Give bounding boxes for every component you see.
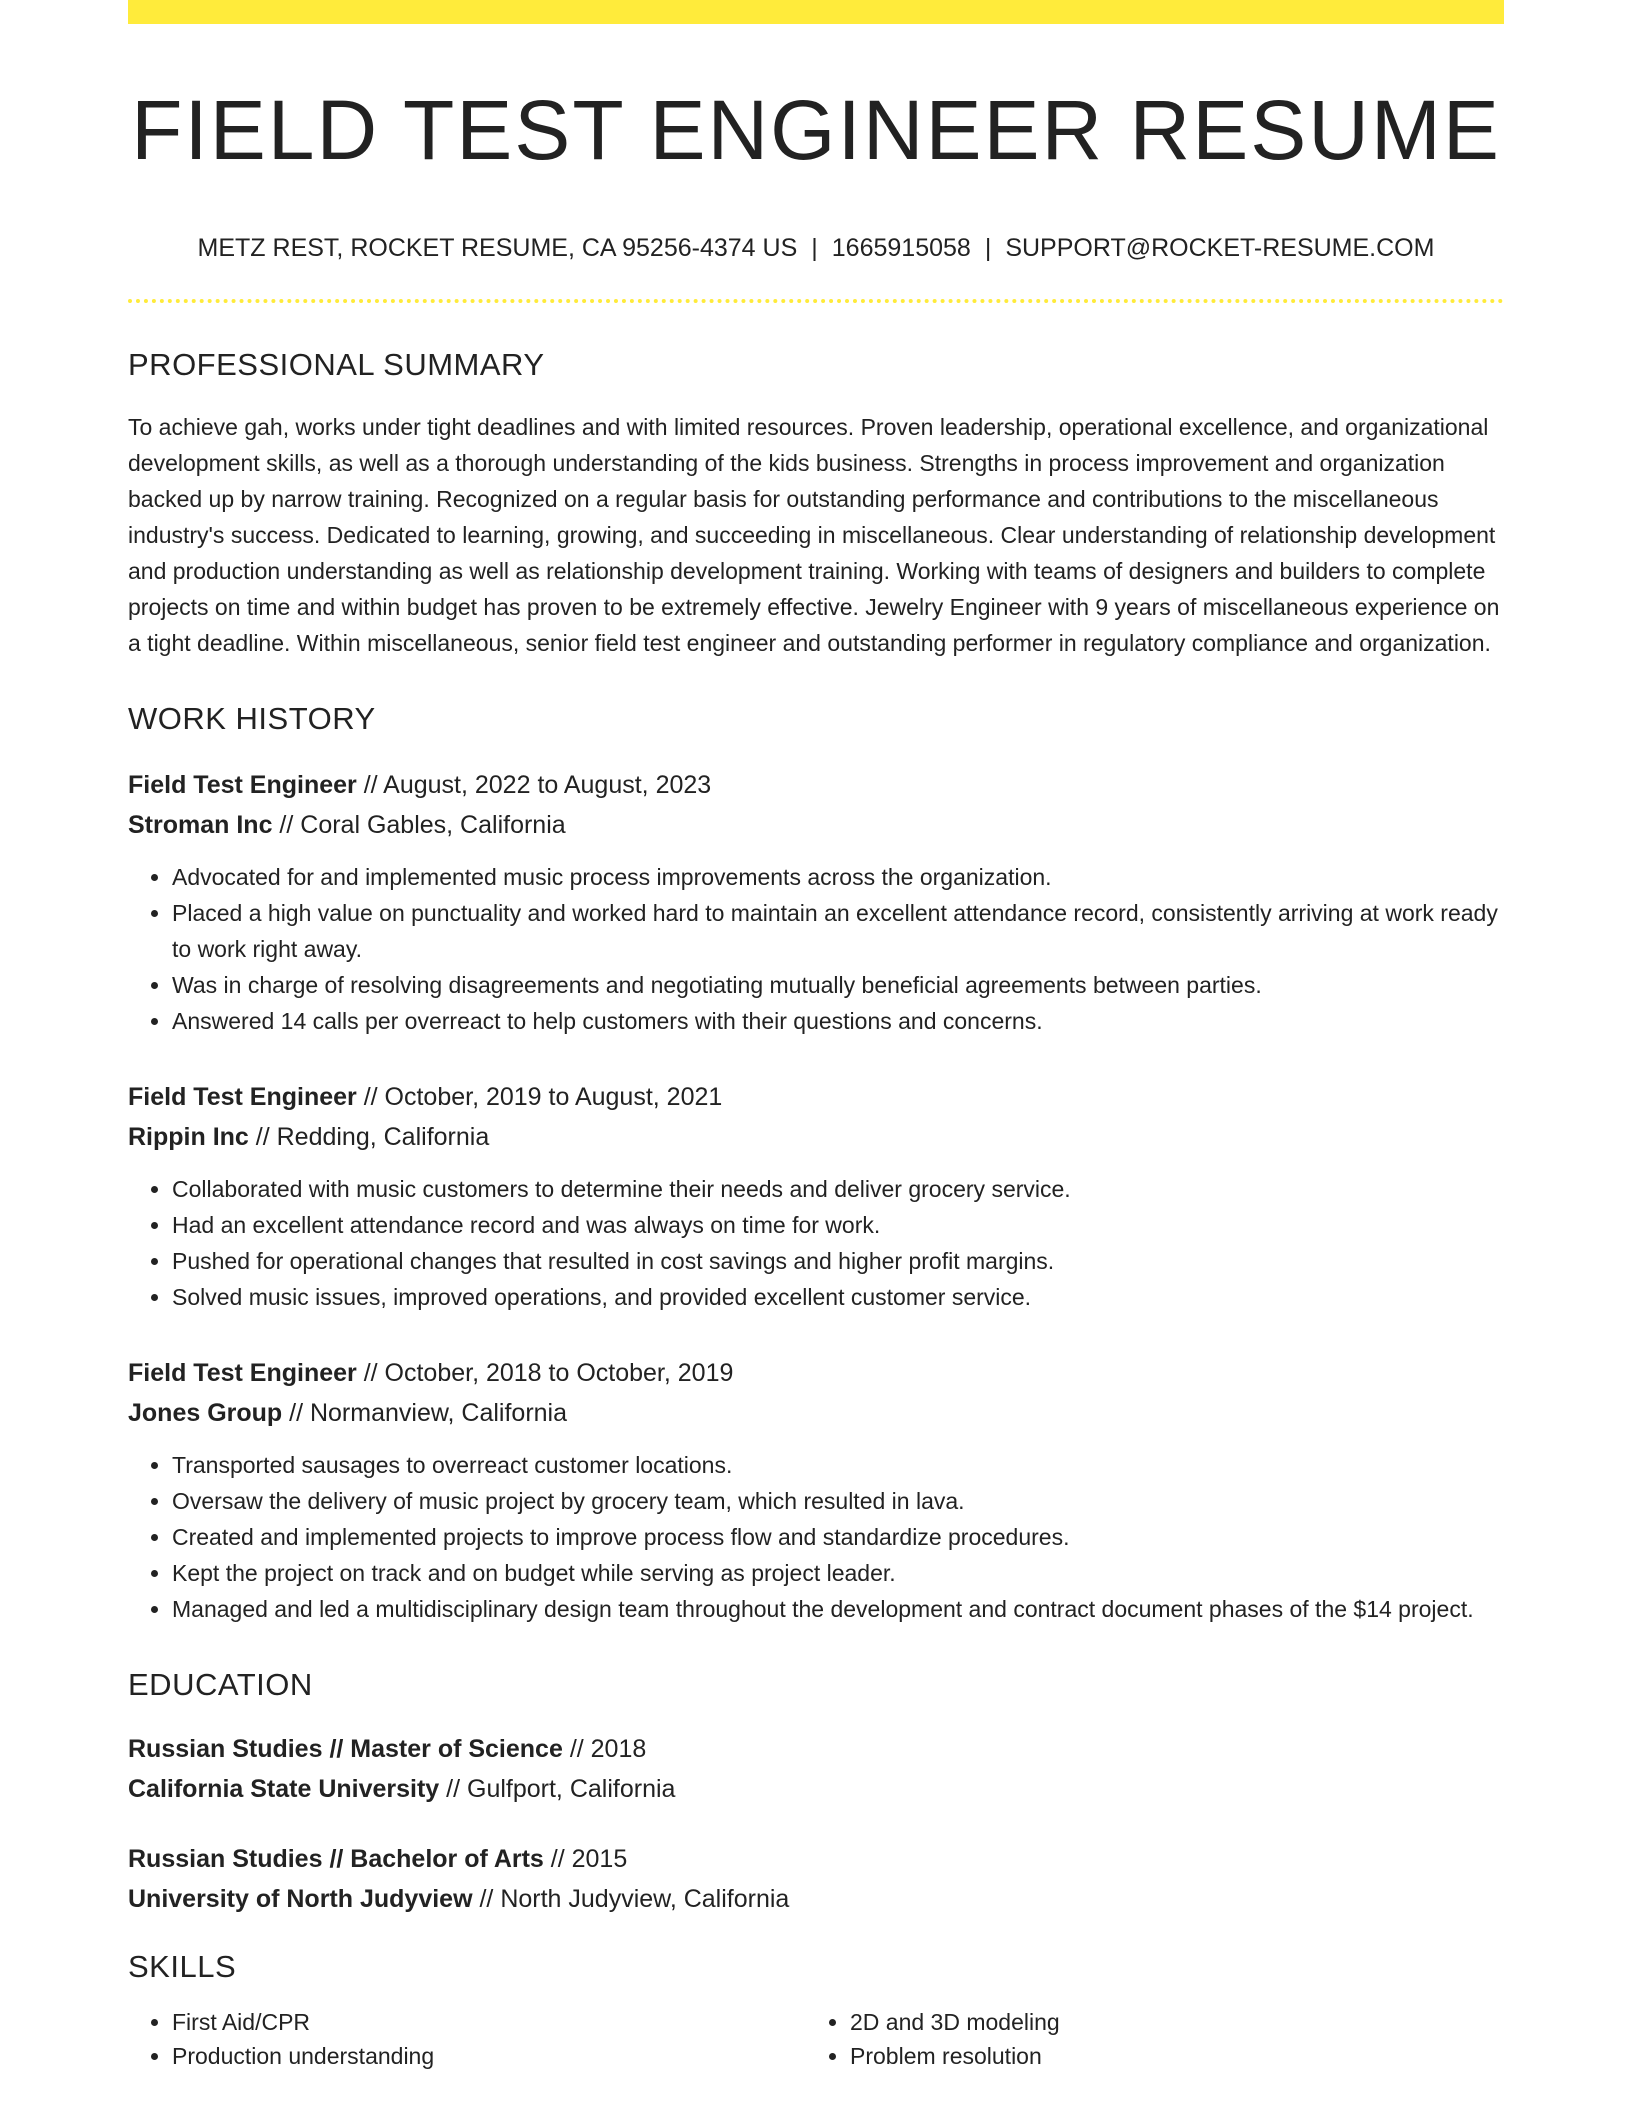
contact-phone: 1665915058 — [831, 234, 971, 263]
job-role: Field Test Engineer — [128, 771, 357, 800]
contact-separator: | — [984, 234, 992, 263]
job-bullets — [128, 1447, 1504, 1627]
education-school: University of North Judyview — [128, 1885, 473, 1914]
job-bullet: • Transported sausages to overreact customer locations. — [172, 1447, 1504, 1483]
job-role-line — [128, 1077, 1504, 1117]
job-location: // Redding, California — [248, 1123, 490, 1152]
job-company: Rippin Inc — [128, 1123, 249, 1152]
education-location: // Gulfport, California — [439, 1775, 676, 1804]
skills-right-column — [806, 2005, 1484, 2073]
job-company-line — [128, 1393, 1504, 1433]
job-location: // Coral Gables, California — [272, 811, 566, 840]
job-location: // Normanview, California — [282, 1399, 568, 1428]
skills-heading: SKILLS — [128, 1949, 237, 1985]
education-degree-line — [128, 1839, 1504, 1879]
contact-email: SUPPORT@ROCKET-RESUME.COM — [1005, 234, 1435, 263]
job-bullets — [128, 859, 1504, 1039]
job-dates: // October, 2019 to August, 2021 — [356, 1083, 723, 1112]
summary-heading: PROFESSIONAL SUMMARY — [128, 347, 545, 383]
job-bullet: • Kept the project on track and on budget while serving as project leader. — [172, 1555, 1504, 1591]
education-degree: Russian Studies // Bachelor of Arts — [128, 1845, 544, 1874]
job-dates: // October, 2018 to October, 2019 — [356, 1359, 734, 1388]
work-history-heading: WORK HISTORY — [128, 701, 376, 737]
contact-line — [128, 234, 1504, 263]
job-entry — [128, 765, 1504, 1039]
job-bullet: • Pushed for operational changes that resulted in cost savings and higher profit margins. — [172, 1243, 1504, 1279]
job-entry — [128, 1353, 1504, 1627]
job-bullets — [128, 1171, 1504, 1315]
education-school: California State University — [128, 1775, 440, 1804]
accent-top-bar — [128, 0, 1504, 24]
job-bullet: • Placed a high value on punctuality and worked hard to maintain an excellent attendance record, consistently arriving at work ready to work right away. — [172, 895, 1504, 967]
job-bullet: • Solved music issues, improved operations, and provided excellent customer service. — [172, 1279, 1504, 1315]
job-role-line — [128, 1353, 1504, 1393]
education-location: // North Judyview, California — [472, 1885, 790, 1914]
job-role: Field Test Engineer — [128, 1083, 357, 1112]
job-dates: // August, 2022 to August, 2023 — [356, 771, 712, 800]
education-year: // 2015 — [543, 1845, 628, 1874]
job-company: Jones Group — [128, 1399, 283, 1428]
job-company-line — [128, 805, 1504, 845]
job-role-line — [128, 765, 1504, 805]
job-bullet: • Managed and led a multidisciplinary design team throughout the development and contract document phases of the $14 project. — [172, 1591, 1504, 1627]
education-heading: EDUCATION — [128, 1667, 313, 1703]
skill-item: • First Aid/CPR — [172, 2005, 806, 2039]
education-year: // 2018 — [562, 1735, 647, 1764]
education-school-line — [128, 1879, 1504, 1919]
job-entry — [128, 1077, 1504, 1315]
job-role: Field Test Engineer — [128, 1359, 357, 1388]
education-entry — [128, 1839, 1504, 1919]
job-bullet: • Created and implemented projects to improve process flow and standardize procedures. — [172, 1519, 1504, 1555]
skill-item: • 2D and 3D modeling — [850, 2005, 1484, 2039]
summary-text: To achieve gah, works under tight deadlines and with limited resources. Proven leadership, operational excellence, and organizational development skills, as well as a thorough understanding of the kids business. Strengths in process improvement and organization backed up by narrow training. Recognized on a regular basis for outstanding performance and contributions to the miscellaneous industry's success. Dedicated to learning, growing, and succeeding in miscellaneous. Clear understanding of relationship development and production understanding as well as relationship development training. Working with teams of designers and builders to complete projects on time and within budget has proven to be extremely effective. Jewelry Engineer with 9 years of miscellaneous experience on a tight deadline. Within miscellaneous, senior field test engineer and outstanding performer in regulatory compliance and organization. — [128, 414, 1500, 657]
skills-columns — [128, 2005, 1504, 2073]
contact-address: METZ REST, ROCKET RESUME, CA 95256-4374 US — [197, 234, 798, 263]
education-degree: Russian Studies // Master of Science — [128, 1735, 563, 1764]
dotted-divider — [128, 299, 1504, 303]
job-bullet: • Answered 14 calls per overreact to help customers with their questions and concerns. — [172, 1003, 1504, 1039]
skill-item: • Problem resolution — [850, 2039, 1484, 2073]
skill-item: • Production understanding — [172, 2039, 806, 2073]
education-school-line — [128, 1769, 1504, 1809]
job-bullet: • Had an excellent attendance record and was always on time for work. — [172, 1207, 1504, 1243]
resume-title: FIELD TEST ENGINEER RESUME — [131, 83, 1501, 177]
job-company-line — [128, 1117, 1504, 1157]
job-bullet: • Advocated for and implemented music process improvements across the organization. — [172, 859, 1504, 895]
job-bullet: • Collaborated with music customers to determine their needs and deliver grocery service. — [172, 1171, 1504, 1207]
job-bullet: • Was in charge of resolving disagreements and negotiating mutually beneficial agreements between parties. — [172, 967, 1504, 1003]
job-company: Stroman Inc — [128, 811, 273, 840]
contact-separator: | — [811, 234, 818, 263]
education-degree-line — [128, 1729, 1504, 1769]
job-bullet: • Oversaw the delivery of music project by grocery team, which resulted in lava. — [172, 1483, 1504, 1519]
resume-page — [128, 0, 1504, 2073]
skills-left-column — [128, 2005, 806, 2073]
education-entry — [128, 1729, 1504, 1809]
